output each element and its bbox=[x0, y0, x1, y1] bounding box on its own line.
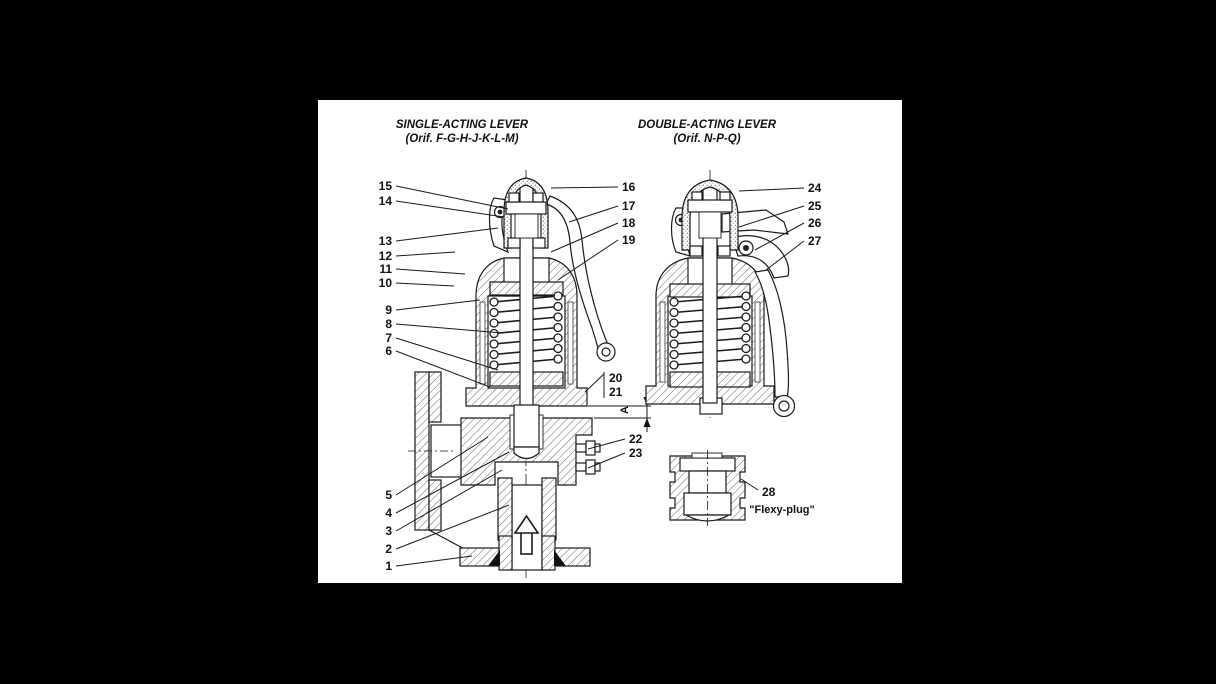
double-acting-valve-drawing bbox=[646, 170, 795, 418]
diagram-panel bbox=[318, 100, 902, 583]
callout-22: 22 bbox=[629, 432, 643, 446]
single-acting-valve-drawing bbox=[408, 170, 615, 578]
right-diagram-title: DOUBLE-ACTING LEVER bbox=[638, 119, 776, 131]
callout-28: 28 bbox=[762, 485, 776, 499]
callout-11: 11 bbox=[379, 262, 392, 276]
callout-25: 25 bbox=[808, 199, 822, 213]
right-diagram-subtitle: (Orif. N-P-Q) bbox=[673, 133, 741, 145]
callout-24: 24 bbox=[808, 181, 822, 195]
callout-14: 14 bbox=[378, 194, 392, 208]
drain-plug-top bbox=[576, 441, 600, 455]
callout-27: 27 bbox=[808, 234, 822, 248]
callout-7: 7 bbox=[385, 331, 392, 345]
dimension-label-A: A bbox=[619, 406, 631, 414]
callout-9: 9 bbox=[385, 303, 392, 317]
callout-19: 19 bbox=[622, 233, 636, 247]
valve-diagram-svg bbox=[318, 100, 902, 583]
callout-2: 2 bbox=[385, 542, 392, 556]
callout-18: 18 bbox=[622, 216, 636, 230]
callout-5: 5 bbox=[385, 488, 392, 502]
callout-13: 13 bbox=[378, 234, 392, 248]
callout-21: 21 bbox=[609, 385, 623, 399]
callout-4: 4 bbox=[385, 506, 392, 520]
flexy-plug-detail-drawing bbox=[670, 450, 745, 526]
left-diagram-title: SINGLE-ACTING LEVER bbox=[395, 119, 529, 131]
callout-8: 8 bbox=[385, 317, 392, 331]
callout-6: 6 bbox=[385, 344, 392, 358]
callout-12: 12 bbox=[378, 249, 392, 263]
flexy-plug-caption: "Flexy-plug" bbox=[749, 504, 815, 516]
callout-3: 3 bbox=[385, 524, 392, 538]
callout-1: 1 bbox=[385, 559, 392, 573]
callout-23: 23 bbox=[629, 446, 643, 460]
left-diagram-subtitle: (Orif. F-G-H-J-K-L-M) bbox=[405, 133, 519, 145]
callout-17: 17 bbox=[622, 199, 636, 213]
callout-10: 10 bbox=[378, 276, 392, 290]
callout-16: 16 bbox=[622, 180, 636, 194]
callout-26: 26 bbox=[808, 216, 822, 230]
callout-15: 15 bbox=[378, 179, 392, 193]
drain-plug-bottom bbox=[576, 460, 600, 474]
callout-20: 20 bbox=[609, 371, 623, 385]
